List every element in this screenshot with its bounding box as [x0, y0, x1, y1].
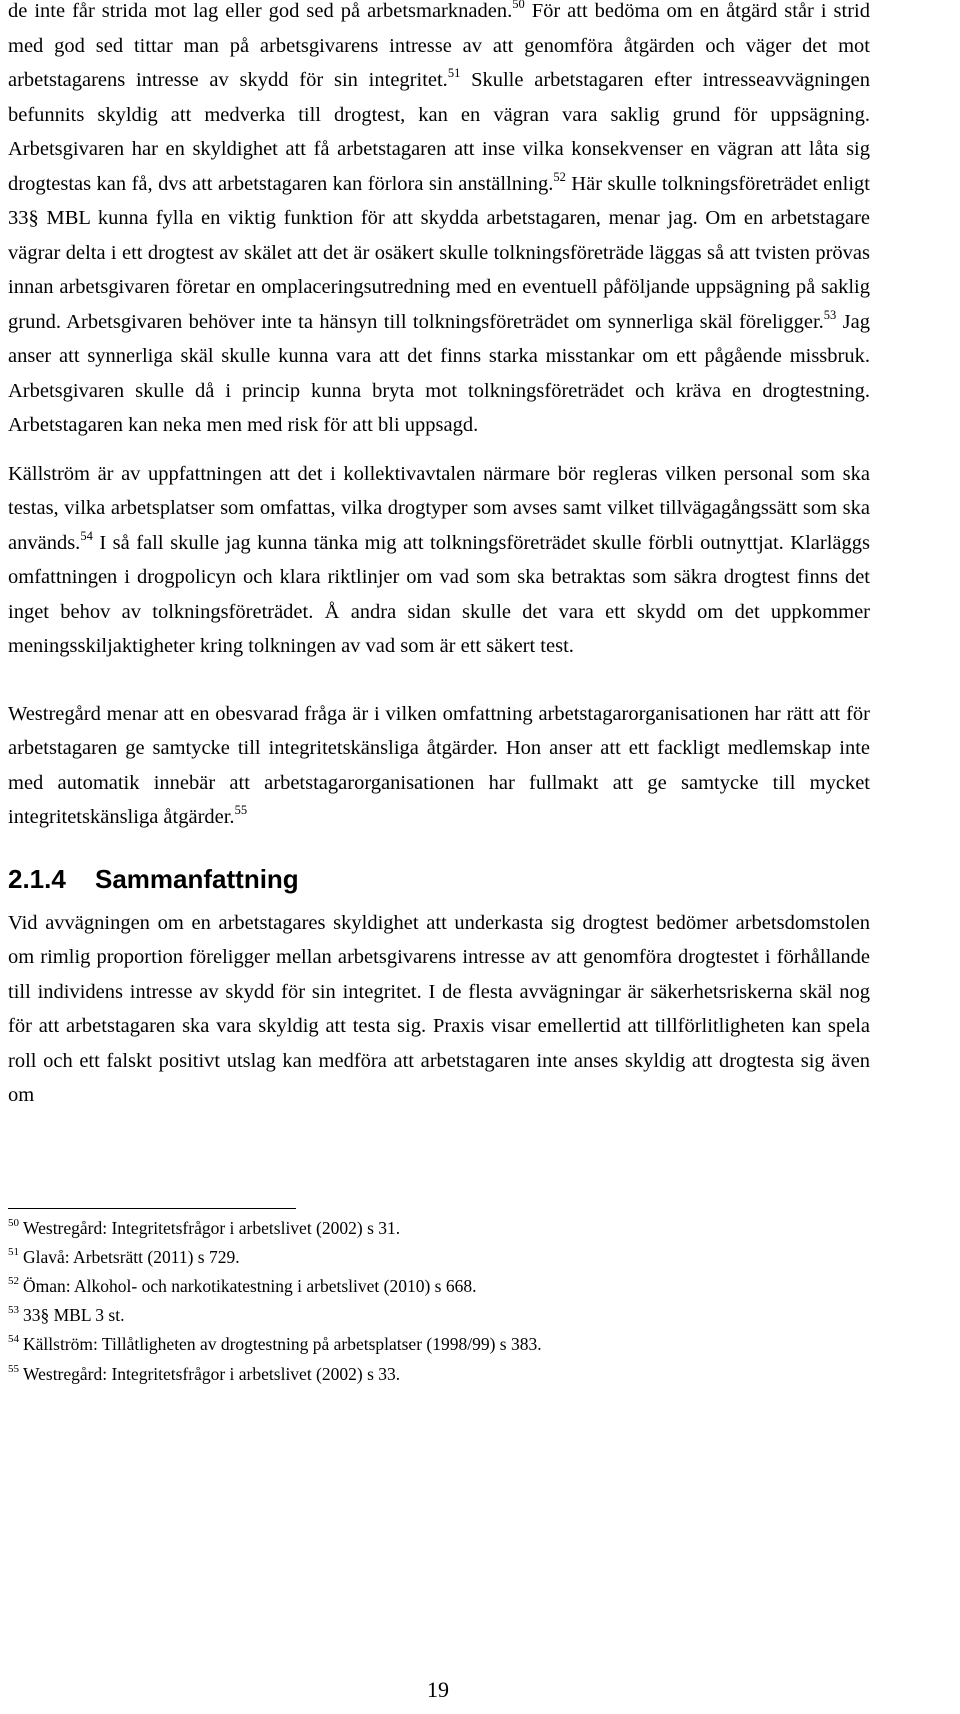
body-paragraph — [8, 457, 870, 664]
footnote-number: 54 — [8, 1333, 19, 1346]
footnote-text: Westregård: Integritetsfrågor i arbetslivet (2002) s 33. — [23, 1363, 401, 1384]
footnote — [8, 1360, 870, 1389]
section-number: 2.1.4 — [8, 863, 66, 894]
footnote — [8, 1301, 870, 1330]
paragraph-text: Skulle arbetstagaren efter intresseavvägningen befunnits skyldig att medverka till drogtest, kan en vägran vara saklig grund för uppsägning. Arbetsgivaren har en skyldighet att få arbetstagaren att inse vilka konsekvenser en vägran att låta sig drogtestas kan få, dvs att arbetstagaren kan förlora sin anställning. — [8, 69, 870, 195]
footnote-reference[interactable]: 51 — [447, 66, 461, 80]
section-title: Sammanfattning — [95, 863, 299, 894]
footnote-number: 55 — [8, 1362, 19, 1375]
footnote — [8, 1272, 870, 1301]
body-paragraph — [8, 906, 870, 1113]
paragraph-text: Vid avvägningen om en arbetstagares skyldighet att underkasta sig drogtest bedömer arbetsdomstolen om rimlig proportion föreligger mellan arbetsgivarens intresse av att genomföra drogtestet i förhållande till individens intresse av skydd för sin integritet. I de flesta avvägningar är säkerhetsriskerna skäl nog för att arbetstagaren ska vara skyldig att testa sig. Praxis visar emellertid att tillförlitligheten kan spela roll och ett falskt positivt utslag kan medföra att arbetstagaren inte anses skyldig att drogtesta sig även om — [8, 911, 870, 1106]
footnote-reference[interactable]: 55 — [234, 803, 248, 817]
document-page — [8, 0, 870, 1389]
footnote-text: Glavå: Arbetsrätt (2011) s 729. — [23, 1246, 240, 1267]
footnote-number: 50 — [8, 1216, 19, 1229]
page-number: 19 — [427, 1677, 449, 1702]
paragraph-text: Här skulle tolkningsföreträdet enligt 33§ MBL kunna fylla en viktig funktion för att skydda arbetstagaren, menar jag. Om en arbetstagare vägrar delta i ett drogtest av skälet att det är osäkert skulle tolkningsföreträde läggas så att tvisten prövas innan arbetsgivaren företar en omplaceringsutredning med en eventuell påföljande uppsägning på saklig grund. Arbetsgivaren behöver inte ta hänsyn till tolkningsföreträdet om synnerliga skäl föreligger. — [8, 172, 870, 333]
paragraph-text: de inte får strida mot lag eller god sed på arbetsmarknaden. — [8, 0, 513, 22]
body-paragraph — [8, 0, 870, 443]
footnote-text: Öman: Alkohol- och narkotikatestning i arbetslivet (2010) s 668. — [23, 1275, 477, 1296]
footnotes — [8, 1214, 870, 1389]
footnote-number: 51 — [8, 1245, 19, 1258]
footnote-text: 33§ MBL 3 st. — [23, 1305, 125, 1326]
paragraph-text: Källström är av uppfattningen att det i kollektivavtalen närmare bör regleras vilken personal som ska testas, vilka arbetsplatser som omfattas, vilka drogtyper som avses samt vilket tillvägagångssätt som ska används. — [8, 462, 870, 554]
footnote — [8, 1214, 870, 1243]
paragraph-text: Westregård menar att en obesvarad fråga är i vilken omfattning arbetstagarorganisationen har rätt att för arbetstagaren ge samtycke till integritetskänsliga åtgärder. Hon anser att ett fackligt medlemskap inte med automatik innebär att arbetstagarorganisationen har fullmakt att ge samtycke till mycket integritetskänsliga åtgärder. — [8, 702, 870, 828]
footnote-separator — [8, 1208, 296, 1209]
footnote-number: 52 — [8, 1274, 19, 1287]
footnote-reference[interactable]: 52 — [553, 169, 566, 184]
body-paragraph — [8, 697, 870, 835]
footnote-text: Källström: Tillåtligheten av drogtestning på arbetsplatser (1998/99) s 383. — [23, 1334, 542, 1355]
footnote — [8, 1243, 870, 1272]
footnote-reference[interactable]: 54 — [80, 528, 93, 543]
section-heading — [8, 862, 870, 896]
footnote-number: 53 — [8, 1304, 19, 1317]
footnote-reference[interactable]: 50 — [512, 0, 525, 11]
paragraph-text: Jag anser att synnerliga skäl skulle kunna vara att det finns starka misstankar om ett pågående missbruk. Arbetsgivaren skulle då i princip kunna bryta mot tolkningsföreträdet och kräva en drogtestning. Arbetstagaren kan neka men med risk för att bli uppsagd. — [8, 310, 870, 436]
paragraph-text: I så fall skulle jag kunna tänka mig att tolkningsföreträdet skulle förbli outnyttjat. Klarläggs omfattningen i drogpolicyn och klara riktlinjer om vad som ska betraktas som säkra drogtest finns det inget behov av tolkningsföreträdet. Å andra sidan skulle det vara ett skydd om det uppkommer meningsskiljaktigheter kring tolkningen av vad som är ett säkert test. — [8, 531, 870, 657]
footnote — [8, 1330, 870, 1359]
paragraph-text: För att bedöma om en åtgärd står i strid med god sed tittar man på arbetsgivarens intresse av att genomföra åtgärden och väger det mot arbetstagarens intresse av skydd för sin integritet. — [8, 0, 870, 91]
footnote-text: Westregård: Integritetsfrågor i arbetslivet (2002) s 31. — [23, 1217, 401, 1238]
footnote-reference[interactable]: 53 — [823, 307, 837, 322]
